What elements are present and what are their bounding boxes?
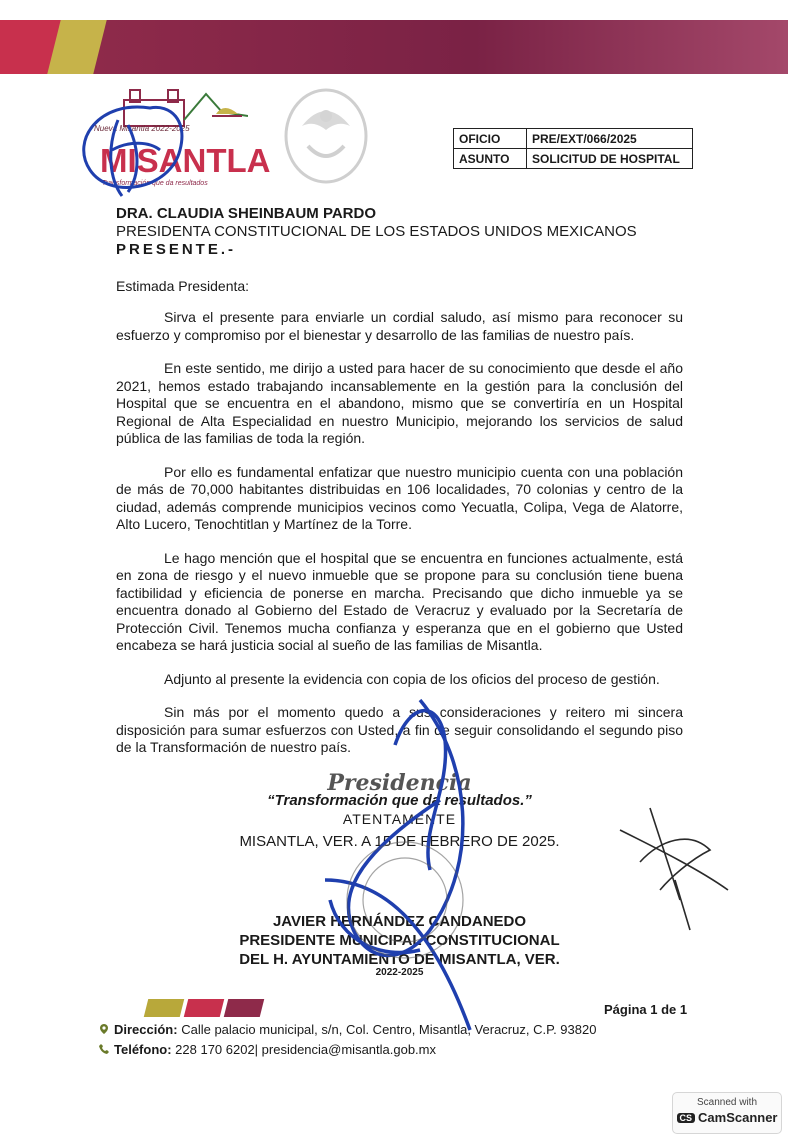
- reference-label: ASUNTO: [454, 149, 527, 169]
- bar-gold: [144, 999, 184, 1017]
- phone-icon: [98, 1043, 110, 1055]
- paragraph: Adjunto al presente la evidencia con copia de los oficios del proceso de gestión.: [164, 670, 660, 687]
- signer-title: PRESIDENTE MUNICIPAL CONSTITUCIONAL: [239, 932, 560, 949]
- addressee-present: PRESENTE.-: [116, 241, 237, 258]
- farewell: ATENTAMENTE: [342, 811, 457, 827]
- addressee-block: [116, 205, 637, 259]
- address-text: Calle palacio municipal, s/n, Col. Centro, Misantla, Veracruz, C.P. 93820: [181, 1022, 597, 1037]
- paragraph: Sirva el presente para enviarle un cordial saludo, así mismo para reconocer su esfuerzo y compromiso por el bienestar y desarrollo de las familias de nuestro país.: [116, 309, 683, 343]
- phone-label: Teléfono:: [114, 1042, 172, 1057]
- reference-table: [453, 128, 693, 169]
- presidencia-stamp: Presidencia: [327, 770, 472, 796]
- camscanner-badge: [672, 1092, 782, 1134]
- signer-org: DEL H. AYUNTAMIENTO DE MISANTLA, VER.: [239, 951, 560, 968]
- camscanner-logo-icon: CS: [677, 1113, 696, 1123]
- location-pin-icon: [98, 1023, 110, 1035]
- slogan: “Transformación que da resultados.”: [267, 792, 532, 809]
- bar-red: [184, 999, 224, 1017]
- seal-years: 2022-2025: [375, 967, 424, 978]
- phone-line: [98, 1040, 596, 1060]
- address-label: Dirección:: [114, 1022, 178, 1037]
- phone-text: 228 170 6202| presidencia@misantla.gob.mx: [175, 1042, 437, 1057]
- signer-block: [116, 912, 683, 969]
- letter-body: [116, 309, 683, 773]
- logo-subtitle: Nueva Misantla 2022-2025: [94, 124, 190, 133]
- misantla-logo: [88, 86, 271, 196]
- footer-color-bars: [146, 999, 262, 1017]
- addressee-name: DRA. CLAUDIA SHEINBAUM PARDO: [116, 205, 376, 222]
- page-number: Página 1 de 1: [604, 1002, 688, 1017]
- bar-wine: [224, 999, 264, 1017]
- scanner-name: CamScanner: [698, 1110, 778, 1125]
- scanner-line1: Scanned with: [696, 1097, 758, 1108]
- reference-label: OFICIO: [454, 129, 527, 149]
- address-line: [98, 1020, 596, 1040]
- table-row: [454, 149, 693, 169]
- eagle-seal-icon: [278, 86, 378, 186]
- paragraph: Por ello es fundamental enfatizar que nuestro municipio cuenta con una población de más de 70,000 habitantes distribuidas en 106 localidades, 70 colonias y centro de la ciudad, además comprende municipios vecinos como Yecuatla, Colipa, Vega de Alatorre, Alto Lucero, Tenochtitlan y Martínez de la Torre.: [116, 463, 683, 532]
- paragraph: Le hago mención que el hospital que se encuentra en funciones actualmente, está en zona de riesgo y el nuevo inmueble que se propone para su conclusión tiene buena factibilidad y eficiencia de ponerse en marcha. Precisando que dicho inmueble ya se encuentra donado al Gobierno del Estado de Veracruz y evaluado por la Secretaría de Protección Civil. Tenemos mucha confianza y esperanza que en el gobierno que Usted encabeza se hará justicia social al sueño de las familias de Misantla.: [116, 549, 683, 653]
- closing-block: [116, 770, 683, 978]
- paragraph: Sin más por el momento quedo a sus consideraciones y reitero mi sincera disposición para sumar esfuerzos con Usted, a fin de seguir consolidando el segundo piso de la Transformación de nuestro país.: [116, 704, 683, 755]
- place-date: MISANTLA, VER. A 15 DE FEBRERO DE 2025.: [239, 833, 560, 850]
- logo-title: MISANTLA: [100, 142, 271, 179]
- band-wine: [92, 20, 788, 74]
- reference-value: PRE/EXT/066/2025: [527, 129, 693, 149]
- reference-value: SOLICITUD DE HOSPITAL: [527, 149, 693, 169]
- logo-tagline: Transformación que da resultados: [102, 180, 208, 187]
- addressee-position: PRESIDENTA CONSTITUCIONAL DE LOS ESTADOS UNIDOS MEXICANOS: [116, 223, 637, 240]
- header-color-band: [0, 20, 788, 74]
- coat-of-arms-watermark: [278, 86, 378, 186]
- footer-contact: [98, 1020, 596, 1060]
- greeting: Estimada Presidenta:: [116, 278, 250, 294]
- signer-name: JAVIER HERNÁNDEZ CANDANEDO: [272, 913, 527, 930]
- table-row: [454, 129, 693, 149]
- paragraph: En este sentido, me dirijo a usted para hacer de su conocimiento que desde el año 2021, hemos estado trabajando incansablemente en la gestión para la conclusión del Hospital que se encuentra en el abandono, mismo que se convertiría en un Hospital Regional de Alta Especialidad en nuestro Municipio, mejorando los servicios de salud pública de las familias de toda la región.: [116, 360, 683, 446]
- town-skyline-icon: [88, 86, 248, 146]
- scanner-line2: [673, 1110, 781, 1125]
